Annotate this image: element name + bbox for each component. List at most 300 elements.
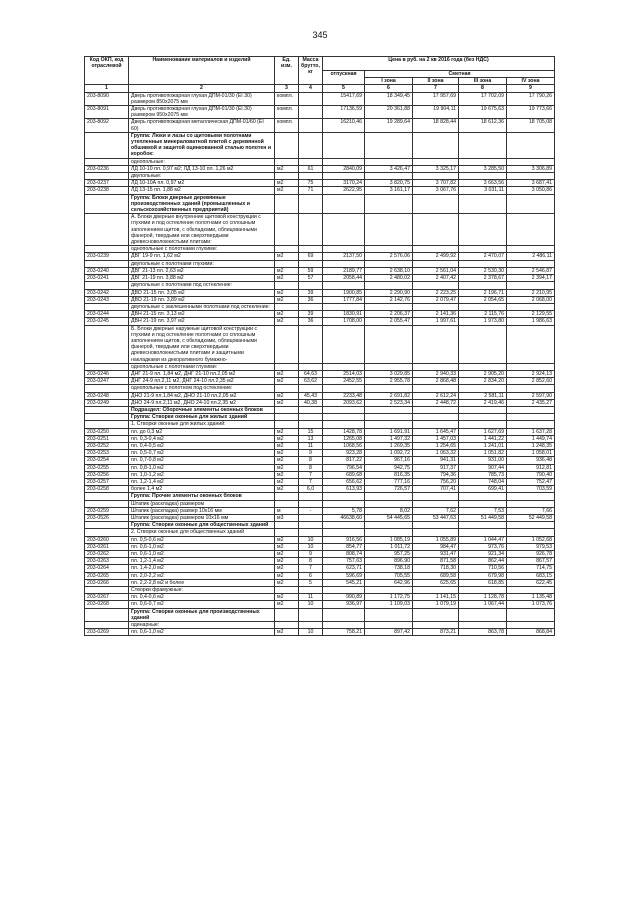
zone3-price-cell: 2 054,65 [459,296,507,303]
zone2-price-cell: 1 457,03 [413,435,459,442]
empty-cell [323,303,365,310]
zone2-price-cell: 756,20 [413,478,459,485]
zone4-price-cell: 1 052,68 [507,536,555,543]
group-heading-row [85,406,555,413]
empty-cell [85,246,129,253]
empty-cell [323,363,365,370]
name-cell: ДВН 21-19 пл. 3,97 м2 [129,318,275,325]
release-price-cell: 2093,62 [323,399,365,406]
empty-cell [323,246,365,253]
unit-cell: м2 [275,428,299,435]
table-row [85,289,555,296]
empty-cell [85,587,129,594]
subheading-row [85,385,555,392]
empty-cell [365,587,413,594]
name-cell: Дверь противопожарная глухая ДПМ-01/30 (EI 30) размером 950х2075 мм [129,106,275,119]
release-price-cell: 817,22 [323,457,365,464]
zone2-price-cell: 2 561,04 [413,267,459,274]
empty-cell [323,414,365,421]
code-cell: 203-0238 [85,187,129,194]
code-cell: 203-0264 [85,565,129,572]
subheading: двупольные с заклешенными полотнами под остекление: [129,303,275,310]
empty-cell [459,587,507,594]
zone2-price-cell: 18 828,44 [413,119,459,132]
zone1-price-cell: 896,90 [365,558,413,565]
zone2-price-cell: 2 448,72 [413,399,459,406]
col-number: 9 [507,85,555,92]
empty-cell [365,173,413,180]
zone2-price-cell: 2 499,92 [413,253,459,260]
empty-cell [365,500,413,507]
mass-cell [299,515,323,522]
empty-cell [507,260,555,267]
empty-cell [299,194,323,214]
header-zone: I зона [365,78,413,85]
zone3-price-cell: 679,98 [459,572,507,579]
release-price-cell: 1777,84 [323,296,365,303]
empty-cell [413,325,459,363]
unit-cell: м2 [275,551,299,558]
release-price-cell: 613,93 [323,486,365,493]
release-price-cell: 46638,60 [323,515,365,522]
unit-cell: м2 [275,565,299,572]
zone4-price-cell: 1 073,76 [507,601,555,608]
empty-cell [459,194,507,214]
empty-cell [299,500,323,507]
zone2-price-cell: 707,41 [413,486,459,493]
unit-cell: м2 [275,450,299,457]
zone3-price-cell: 51 449,58 [459,515,507,522]
empty-cell [507,622,555,629]
unit-cell: м2 [275,318,299,325]
release-price-cell: 3170,24 [323,180,365,187]
zone3-price-cell: 862,44 [459,558,507,565]
code-cell: 203-0259 [85,507,129,514]
empty-cell [459,132,507,158]
empty-cell [413,406,459,413]
empty-cell [507,587,555,594]
subheading: однопольные: [129,158,275,165]
zone1-price-cell: 2 206,37 [365,311,413,318]
zone4-price-cell: 867,57 [507,558,555,565]
table-row [85,536,555,543]
empty-cell [413,608,459,621]
col-number: 2 [129,85,275,92]
code-cell: 203-0251 [85,435,129,442]
header-zone: II зона [413,78,459,85]
release-price-cell: 2452,55 [323,378,365,385]
release-price-cell: 545,21 [323,579,365,586]
empty-cell [459,522,507,529]
zone4-price-cell: 912,81 [507,464,555,471]
zone1-price-cell: 20 361,88 [365,106,413,119]
mass-cell: 36 [299,318,323,325]
release-price-cell: 2514,03 [323,370,365,377]
table-row [85,450,555,457]
empty-cell [507,493,555,500]
zone4-price-cell: 1 986,63 [507,318,555,325]
empty-cell [85,260,129,267]
zone4-price-cell: 868,84 [507,629,555,636]
mass-cell: 10 [299,629,323,636]
zone3-price-cell: 1 627,69 [459,428,507,435]
table-row [85,507,555,514]
empty-cell [365,493,413,500]
zone3-price-cell: 17 702,09 [459,92,507,105]
empty-cell [365,608,413,621]
zone2-price-cell: 3 067,76 [413,187,459,194]
name-cell: пл. 0,4-0,5 м2 [129,442,275,449]
code-cell: 203-0236 [85,165,129,172]
zone2-price-cell: 1 055,89 [413,536,459,543]
name-cell: ДВН 21-15 пл. 3,13 м2 [129,311,275,318]
zone1-price-cell: 897,42 [365,629,413,636]
zone3-price-cell: 3 663,56 [459,180,507,187]
empty-cell [85,303,129,310]
name-cell: ДВО 21-19 пл. 3,89 м2 [129,296,275,303]
empty-cell [275,246,299,253]
zone2-price-cell: 794,36 [413,471,459,478]
zone4-price-cell: 19 773,66 [507,106,555,119]
code-cell: 203-0267 [85,594,129,601]
name-cell: пл. 0,7-0,8 м2 [129,457,275,464]
mass-cell: 69 [299,253,323,260]
name-cell: ЛД 13-15 пл. 1,88 м2 [129,187,275,194]
empty-cell [323,421,365,428]
unit-cell: м2 [275,601,299,608]
empty-cell [459,214,507,246]
table-row [85,629,555,636]
release-price-cell: 2622,95 [323,187,365,194]
zone1-price-cell: 8,02 [365,507,413,514]
empty-cell [275,608,299,621]
table-row [85,594,555,601]
name-cell: пл. 0,4-0,6 м2 [129,594,275,601]
zone2-price-cell: 17 957,69 [413,92,459,105]
zone2-price-cell: 19 904,11 [413,106,459,119]
empty-cell [85,414,129,421]
empty-cell [323,173,365,180]
unit-cell: м2 [275,471,299,478]
zone2-price-cell: 3 707,82 [413,180,459,187]
header-unit: Ед. изм. [275,57,299,85]
zone1-price-cell: 2 691,82 [365,392,413,399]
zone1-price-cell: 2 523,34 [365,399,413,406]
table-row [85,92,555,105]
zone4-price-cell: 1 637,28 [507,428,555,435]
zone4-price-cell: 714,75 [507,565,555,572]
empty-cell [459,608,507,621]
table-row [85,106,555,119]
zone1-price-cell: 1 691,91 [365,428,413,435]
mass-cell: 57 [299,275,323,282]
empty-cell [299,363,323,370]
zone4-price-cell: 622,45 [507,579,555,586]
zone4-price-cell: 7,66 [507,507,555,514]
zone1-price-cell: 1 011,72 [365,543,413,550]
mass-cell: 15 [299,428,323,435]
table-row [85,572,555,579]
mass-cell: - [299,507,323,514]
zone4-price-cell: 1 058,01 [507,450,555,457]
empty-cell [413,493,459,500]
empty-cell [299,132,323,158]
unit-cell: м2 [275,536,299,543]
release-price-cell: 990,89 [323,594,365,601]
name-cell: пл. до 0,3 м2 [129,428,275,435]
empty-cell [507,173,555,180]
col-number: 4 [299,85,323,92]
header-code: Код ОКП, код отраслевой [85,57,129,85]
unit-cell: м2 [275,180,299,187]
empty-cell [85,608,129,621]
header-prices: Цена в руб. на 2 кв 2016 года (без НДС) [323,57,555,71]
code-cell: 203-0253 [85,450,129,457]
empty-cell [507,421,555,428]
empty-cell [459,493,507,500]
zone3-price-cell: 1 441,22 [459,435,507,442]
empty-cell [275,363,299,370]
mass-cell: 63,62 [299,378,323,385]
table-row [85,370,555,377]
zone4-price-cell: 17 790,26 [507,92,555,105]
subheading: однопольные с полотном под остекление: [129,385,275,392]
mass-cell: 39 [299,311,323,318]
code-cell: 203-0262 [85,551,129,558]
group-heading-row [85,608,555,621]
table-row [85,478,555,485]
zone2-price-cell: 2 407,42 [413,275,459,282]
empty-cell [365,158,413,165]
zone2-price-cell: 3 325,17 [413,165,459,172]
zone4-price-cell: 752,47 [507,478,555,485]
zone3-price-cell: 973,76 [459,543,507,550]
zone4-price-cell: 3 050,86 [507,187,555,194]
code-cell: 203-0242 [85,289,129,296]
empty-cell [507,363,555,370]
zone1-price-cell: 1 092,72 [365,450,413,457]
mass-cell: 13 [299,435,323,442]
zone2-price-cell: 2 079,47 [413,296,459,303]
release-price-cell: 1265,08 [323,435,365,442]
name-cell: ДВО 21-15 пл. 3,05 м2 [129,289,275,296]
empty-cell [459,385,507,392]
empty-cell [323,622,365,629]
zone2-price-cell: 873,21 [413,629,459,636]
subheading-row [85,325,555,363]
empty-cell [507,303,555,310]
table-row [85,392,555,399]
empty-cell [323,194,365,214]
empty-cell [85,493,129,500]
empty-cell [413,246,459,253]
zone1-price-cell: 19 289,64 [365,119,413,132]
zone2-price-cell: 1 254,65 [413,442,459,449]
empty-cell [275,385,299,392]
empty-cell [365,214,413,246]
name-cell: пл. 2,2-2,8 м2 и более [129,579,275,586]
zone3-price-cell: 748,04 [459,478,507,485]
empty-cell [507,214,555,246]
empty-cell [323,260,365,267]
empty-cell [323,529,365,536]
subheading-row [85,529,555,536]
mass-cell: 75 [299,180,323,187]
table-row [85,311,555,318]
mass-cell: 6,0 [299,486,323,493]
zone3-price-cell: 2 115,76 [459,311,507,318]
table-row [85,267,555,274]
empty-cell [299,158,323,165]
subheading: однопольные с полотнами глухими: [129,363,275,370]
release-price-cell: 17136,59 [323,106,365,119]
mass-cell: 59 [299,267,323,274]
table-row [85,180,555,187]
code-cell: 203-0248 [85,392,129,399]
unit-cell: м2 [275,275,299,282]
group-heading-row [85,194,555,214]
release-price-cell: 656,62 [323,478,365,485]
empty-cell [365,246,413,253]
zone3-price-cell: 2 196,71 [459,289,507,296]
empty-cell [275,282,299,289]
unit-cell: м2 [275,486,299,493]
table-row [85,601,555,608]
mass-cell: 39 [299,289,323,296]
empty-cell [365,522,413,529]
name-cell: ЛД 10-10А пл. 0,97 м2 [129,180,275,187]
table-row [85,464,555,471]
release-price-cell: 2233,48 [323,392,365,399]
zone4-price-cell: 926,78 [507,551,555,558]
mass-cell: 11 [299,594,323,601]
zone4-price-cell: 2 129,55 [507,311,555,318]
name-cell: ДВГ 19-9 пл. 1,62 м2 [129,253,275,260]
name-cell: ДНО 24-9 пл.2,11 м2, ДНО 24-10 пл.2,35 м2 [129,399,275,406]
empty-cell [365,282,413,289]
zone1-price-cell: 705,55 [365,572,413,579]
zone3-price-cell: 1 051,82 [459,450,507,457]
mass-cell: 7 [299,471,323,478]
empty-cell [413,421,459,428]
unit-cell: м2 [275,435,299,442]
empty-cell [413,260,459,267]
empty-cell [459,363,507,370]
zone4-price-cell: 979,53 [507,543,555,550]
empty-cell [275,260,299,267]
release-price-cell: 757,63 [323,558,365,565]
zone3-price-cell: 863,78 [459,629,507,636]
empty-cell [507,132,555,158]
code-cell: 203-0240 [85,267,129,274]
table-row [85,428,555,435]
unit-cell: м2 [275,399,299,406]
empty-cell [275,303,299,310]
release-price-cell: 2058,44 [323,275,365,282]
release-price-cell: 936,97 [323,601,365,608]
name-cell: пл. 1,4-2,0 м2 [129,565,275,572]
empty-cell [299,421,323,428]
zone4-price-cell: 1 135,48 [507,594,555,601]
mass-cell: 10 [299,543,323,550]
empty-cell [323,406,365,413]
empty-cell [413,194,459,214]
release-price-cell: 1428,78 [323,428,365,435]
zone4-price-cell: 2 435,27 [507,399,555,406]
zone3-price-cell: 710,56 [459,565,507,572]
unit-cell: м2 [275,457,299,464]
table-row [85,457,555,464]
zone3-price-cell: 1 241,01 [459,442,507,449]
zone2-price-cell: 931,47 [413,551,459,558]
empty-cell [323,282,365,289]
name-cell: пл. 2,0-2,2 м2 [129,572,275,579]
unit-cell: компл. [275,106,299,119]
empty-cell [459,282,507,289]
subheading-row [85,282,555,289]
zone1-price-cell: 54 445,65 [365,515,413,522]
empty-cell [85,522,129,529]
code-cell: 203-0250 [85,428,129,435]
release-price-cell: 623,71 [323,565,365,572]
code-cell: 203-0249 [85,399,129,406]
empty-cell [323,500,365,507]
empty-cell [323,132,365,158]
empty-cell [275,194,299,214]
empty-cell [275,414,299,421]
mass-cell [299,119,323,132]
mass-cell: 9 [299,551,323,558]
mass-cell: 8 [299,464,323,471]
name-cell: ДНГ 24-9 пл.2,11 м2, ДНГ 24-10 пл.2,35 м2 [129,378,275,385]
empty-cell [459,421,507,428]
empty-cell [299,608,323,621]
code-cell: 203-0244 [85,311,129,318]
empty-cell [459,529,507,536]
release-price-cell: 5,78 [323,507,365,514]
empty-cell [323,493,365,500]
code-cell: 203-8090 [85,92,129,105]
name-cell: пл. 0,3-0,4 м2 [129,435,275,442]
empty-cell [299,282,323,289]
empty-cell [275,522,299,529]
table-row [85,442,555,449]
name-cell: пл. 0,5-0,7 м2 [129,450,275,457]
unit-cell: м2 [275,289,299,296]
empty-cell [275,214,299,246]
zone4-price-cell: 2 068,00 [507,296,555,303]
zone1-price-cell: 942,75 [365,464,413,471]
zone1-price-cell: 3 426,47 [365,165,413,172]
empty-cell [459,406,507,413]
header-mass: Масса брутто, кг [299,57,323,85]
empty-cell [459,260,507,267]
zone3-price-cell: 3 031,11 [459,187,507,194]
release-price-cell: 1068,56 [323,442,365,449]
table-body [85,92,555,636]
mass-cell: 5 [299,579,323,586]
zone4-price-cell: 936,48 [507,457,555,464]
zone2-price-cell: 1 645,47 [413,428,459,435]
group-heading: Группа: Люки и лазы со щитовыми полотнами утепленные минераловатной плитой с деревянной обшивкой и защитой оцинкованной сталью полотен и коробок: [129,132,275,158]
empty-cell [85,214,129,246]
empty-cell [323,587,365,594]
subheading-row [85,214,555,246]
col-number: 7 [413,85,459,92]
zone2-price-cell: 1 997,61 [413,318,459,325]
name-cell: пл. 1,0-1,2 м2 [129,471,275,478]
code-cell: 203-0526 [85,515,129,522]
